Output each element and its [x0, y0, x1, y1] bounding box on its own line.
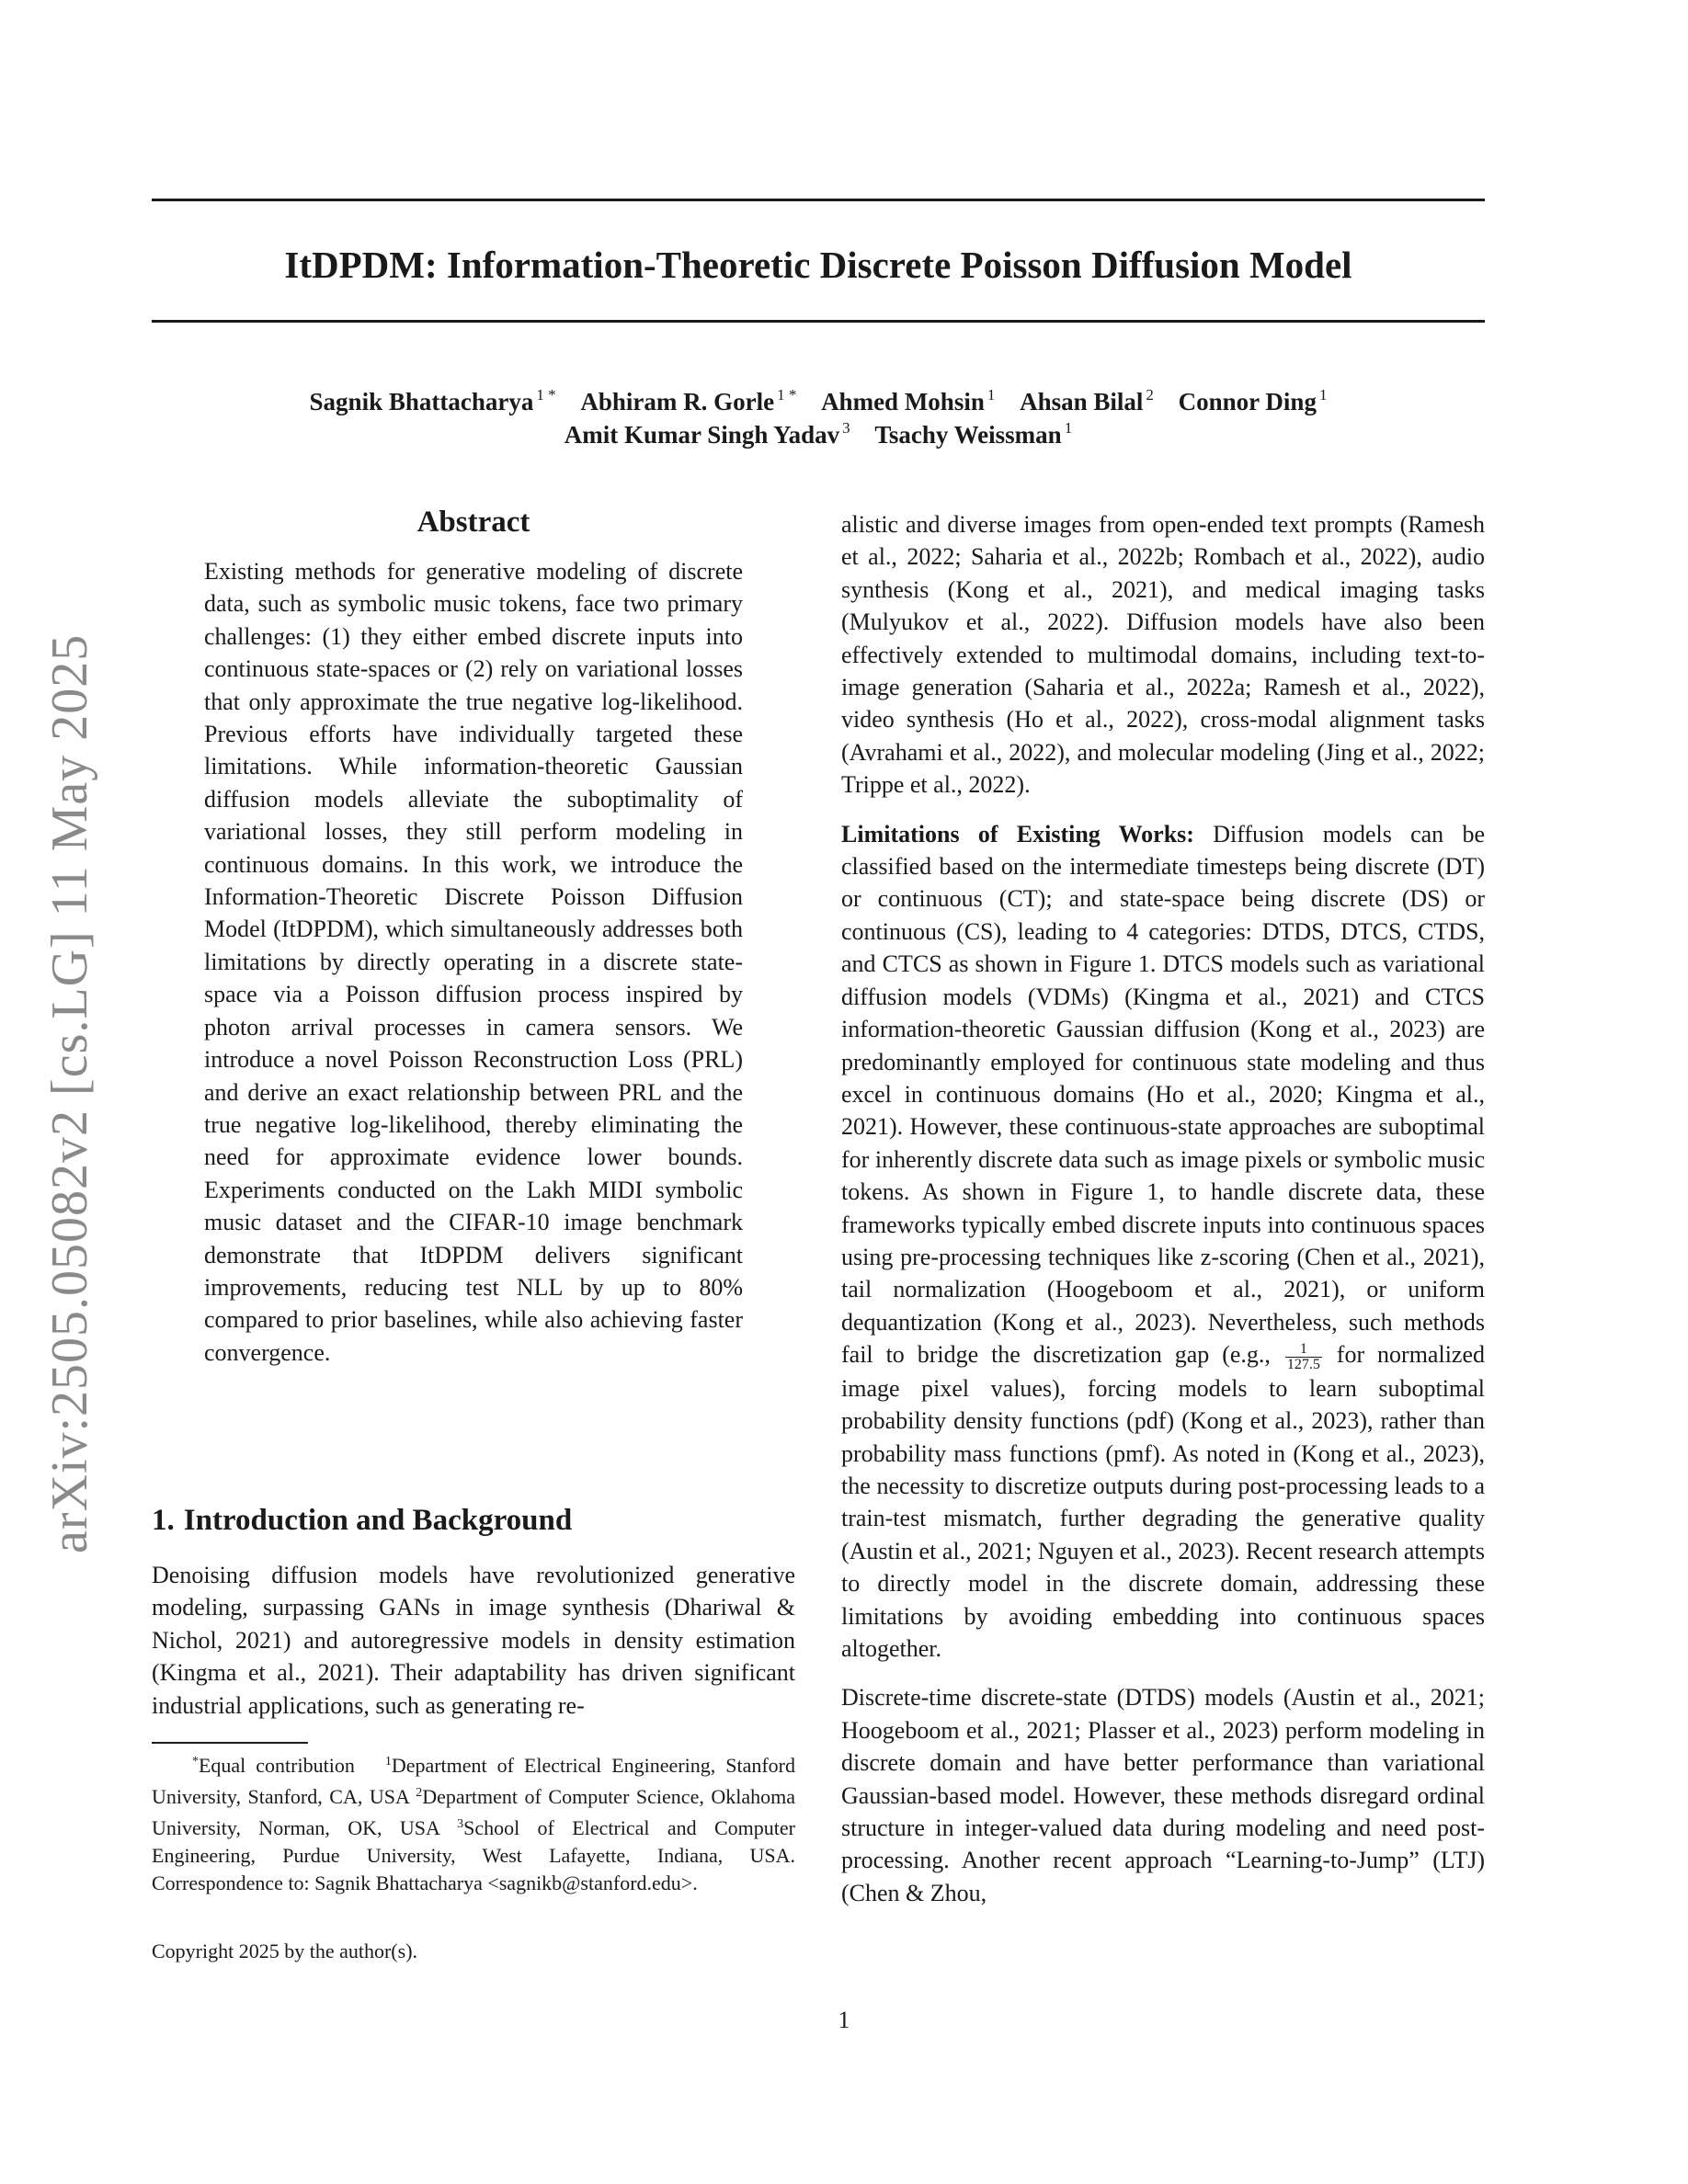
author: Tsachy Weissman $^1$ [874, 419, 1073, 449]
title-bottom-rule [152, 320, 1485, 323]
author: Amit Kumar Singh Yadav $^3$ [564, 419, 850, 449]
footnote-rule [152, 1742, 308, 1744]
section-title: Introduction and Background [183, 1504, 573, 1537]
abstract-heading: Abstract [416, 506, 530, 539]
affiliations-footnote: *Equal contribution $^1$Department of Electrical Engineering, Stanford University, Stanford, CA, USA $^2$Department of Computer Science, Oklahoma University, Norman, OK, USA $^3$School of Electrical and Computer Engineering, Purdue University, West Lafayette, Indiana, USA. Correspondence to: Sagnik Bhattacharya <sagnikb@stanford.edu>. [152, 1754, 796, 1894]
paper-title: ItDPDM: Information-Theoretic Discrete Poisson Diffusion Model [284, 244, 1352, 286]
section-number: 1. [152, 1504, 175, 1537]
page-number: 1 [838, 2007, 850, 2033]
abstract-text: Existing methods for generative modeling of discrete data, such as symbolic music tokens, face two primary challenges: (1) they either embed discrete inputs into continuous state-spaces or (2) rely on variational losses that only approximate the true negative log-likelihood. Previous efforts have individually targeted these limitations. While information-theoretic Gaussian diffusion models alleviate the suboptimality of variational losses, they still perform modeling in continuous domains. In this work, we introduce the Information-Theoretic Discrete Poisson Diffusion Model (ItDPDM), which simultaneously addresses both limitations by directly operating in a discrete state-space via a Poisson diffusion process inspired by photon arrival processes in camera sensors. We introduce a novel Poisson Reconstruction Loss (PRL) and derive an exact relationship between PRL and the true negative log-likelihood, thereby eliminating the need for approximate evidence lower bounds. Experiments conducted on the Lakh MIDI symbolic music dataset and the CIFAR-10 image benchmark demonstrate that ItDPDM delivers significant improvements, reducing test NLL by up to 80% compared to prior baselines, while also achieving faster convergence. [204, 558, 743, 1366]
limitations-paragraph: Limitations of Existing Works: Diffusion models can be classified based on the intermediate timesteps being discrete (DT) or continuous (CT); and state-space being discrete (DS) or continuous (CS), leading to 4 categories: DTDS, DTCS, CTDS, and CTCS as shown in Figure 1. DTCS models such as variational diffusion models (VDMs) (Kingma et al., 2021) and CTCS information-theoretic Gaussian diffusion (Kong et al., 2023) are predominantly employed for continuous state modeling and thus excel in continuous domains (Ho et al., 2020; Kingma et al., 2021). However, these continuous-state approaches are suboptimal for inherently discrete data such as image pixels or symbolic music tokens. As shown in Figure 1, to handle discrete data, these frameworks typically embed discrete inputs into continuous spaces using pre-processing techniques like z-scoring (Chen et al., 2021), tail normalization (Hoogeboom et al., 2021), or uniform dequantization (Kong et al., 2023). Nevertheless, such methods fail to bridge the discretization gap (e.g., $\frac{1}{127.5}$ for normalized image pixel values), forcing models to learn suboptimal probability density functions (pdf) (Kong et al., 2023), rather than probability mass functions (pmf). As noted in (Kong et al., 2023), the necessity to discretize outputs during post-processing leads to a train-test mismatch, further degrading the generative quality (Austin et al., 2021; Nguyen et al., 2023). Recent research attempts to directly model in the discrete domain, addressing these limitations by avoiding embedding into continuous spaces altogether. [841, 820, 1486, 1662]
authors-line-2 [152, 410, 1485, 453]
author: Sagnik Bhattacharya $^{1 *}$ [309, 386, 556, 415]
inline-fraction: $\frac{1}{127.5}$ [1286, 1340, 1320, 1372]
paragraph-lead: Limitations of Existing Works: [841, 820, 1194, 847]
author: Abhiram R. Gorle $^{1 *}$ [580, 386, 797, 415]
dtds-paragraph: Discrete-time discrete-state (DTDS) models (Austin et al., 2021; Hoogeboom et al., 2021; Plasser et al., 2023) perform modeling in discrete domain and have better performance than variational Gaussian-based model. However, these methods disregard ordinal structure in integer-valued data during modeling and need post-processing. Another recent approach “Learning-to-Jump” (LTJ) (Chen & Zhou, [841, 1684, 1485, 1906]
section-heading [152, 1498, 795, 1542]
right-column [841, 508, 1485, 1926]
author: Ahmed Mohsin $^1$ [821, 386, 996, 415]
arxiv-identifier-stamp: arXiv:2505.05082v2 [cs.LG] 11 May 2025 [41, 633, 98, 1553]
intro-paragraph: Denoising diffusion models have revolutionized generative modeling, surpassing GANs in image synthesis (Dhariwal & Nichol, 2021) and autoregressive models in density estimation (Kingma et al., 2021). Their adaptability has driven significant industrial applications, such as generating re- [152, 1562, 795, 1719]
intro-paragraph-continued: alistic and diverse images from open-ended text prompts (Ramesh et al., 2022; Saharia et al., 2022b; Rombach et al., 2022), audio synthesis (Kong et al., 2021), and medical imaging tasks (Mulyukov et al., 2022). Diffusion models have also been effectively extended to multimodal domains, including text-to-image generation (Saharia et al., 2022a; Ramesh et al., 2022), video synthesis (Ho et al., 2022), cross-modal alignment tasks (Avrahami et al., 2022), and molecular modeling (Jing et al., 2022; Trippe et al., 2022). [841, 511, 1485, 799]
author: Connor Ding $^1$ [1178, 386, 1328, 415]
copyright-notice: Copyright 2025 by the author(s). [152, 1939, 418, 1962]
author: Ahsan Bilal $^2$ [1020, 386, 1154, 415]
title-top-rule [152, 199, 1485, 201]
